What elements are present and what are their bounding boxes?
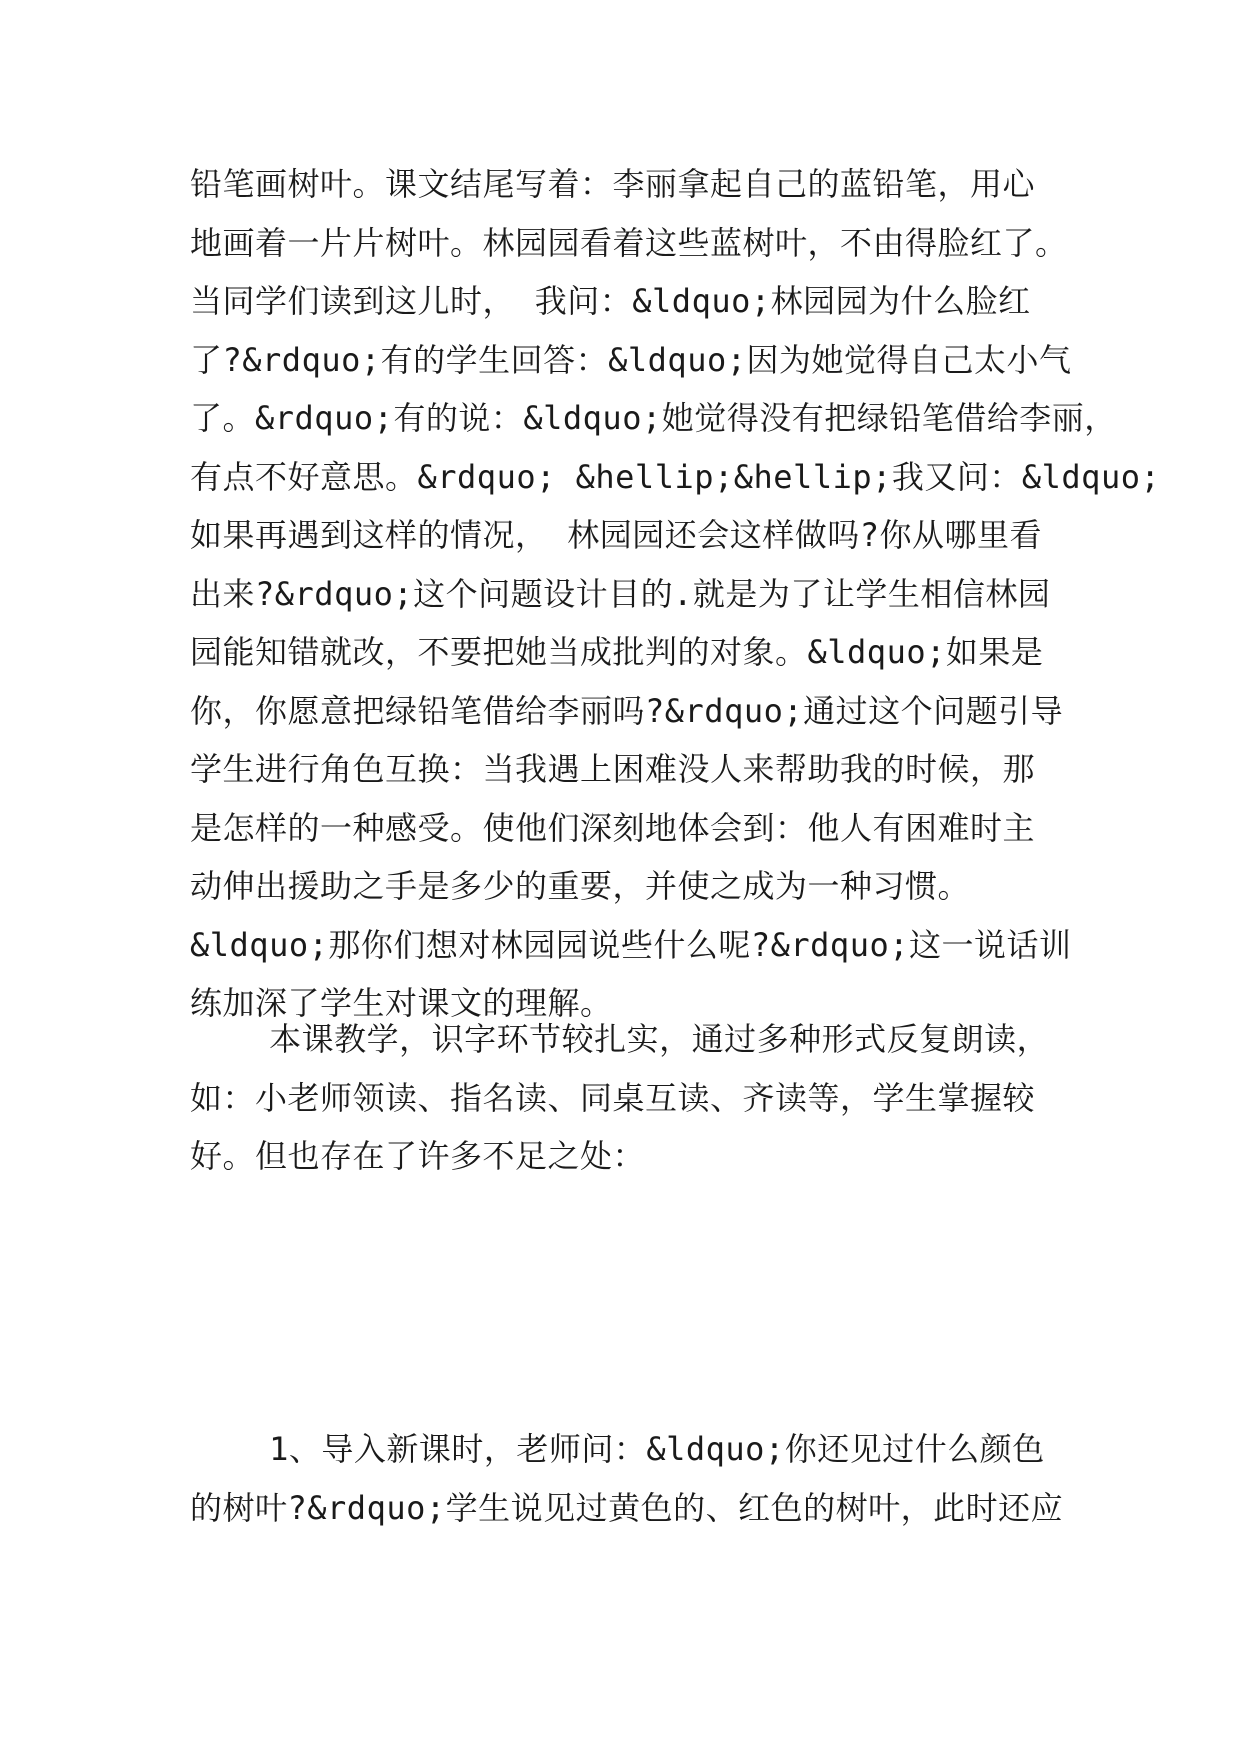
text-line: 好。但也存在了许多不足之处： <box>190 1137 646 1175</box>
text-line: 当同学们读到这儿时， 我问：&ldquo;林园园为什么脸红 <box>190 282 1031 320</box>
text-line: 练加深了学生对课文的理解。 <box>190 984 613 1022</box>
text-line: 学生进行角色互换：当我遇上困难没人来帮助我的时候，那 <box>190 750 1036 788</box>
text-line: 如：小老师领读、指名读、同桌互读、齐读等，学生掌握较 <box>190 1078 1036 1117</box>
text-line: 本课教学，识字环节较扎实，通过多种形式反复朗读， <box>190 1020 1050 1058</box>
text-line: 出来?&rdquo;这个问题设计目的.就是为了让学生相信林园 <box>190 574 1051 613</box>
text-line: 地画着一片片树叶。林园园看着这些蓝树叶，不由得脸红了。 <box>190 223 1068 262</box>
paragraph-3 <box>190 1420 1064 1537</box>
text-line: 你，你愿意把绿铅笔借给李丽吗?&rdquo;通过这个问题引导 <box>190 691 1064 730</box>
paragraph-1 <box>190 155 1161 1033</box>
text-line: 了?&rdquo;有的学生回答：&ldquo;因为她觉得自己太小气 <box>190 340 1072 379</box>
text-line: 1、导入新课时，老师问：&ldquo;你还见过什么颜色 <box>190 1430 1045 1468</box>
text-line: 如果再遇到这样的情况， 林园园还会这样做吗?你从哪里看 <box>190 516 1043 554</box>
text-line: 是怎样的一种感受。使他们深刻地体会到：他人有困难时主 <box>190 808 1036 847</box>
text-line: 的树叶?&rdquo;学生说见过黄色的、红色的树叶，此时还应 <box>190 1488 1064 1527</box>
paragraph-2 <box>190 1010 1050 1186</box>
text-line: &ldquo;那你们想对林园园说些什么呢?&rdquo;这一说话训 <box>190 925 1072 964</box>
text-line: 园能知错就改，不要把她当成批判的对象。&ldquo;如果是 <box>190 633 1044 671</box>
text-line: 有点不好意思。&rdquo; &hellip;&hellip;我又问：&ldquo; <box>190 457 1161 496</box>
text-line: 铅笔画树叶。课文结尾写着：李丽拿起自己的蓝铅笔，用心 <box>190 165 1036 203</box>
text-line: 动伸出援助之手是多少的重要，并使之成为一种习惯。 <box>190 867 971 905</box>
text-line: 了。&rdquo;有的说：&ldquo;她觉得没有把绿铅笔借给李丽， <box>190 399 1117 437</box>
